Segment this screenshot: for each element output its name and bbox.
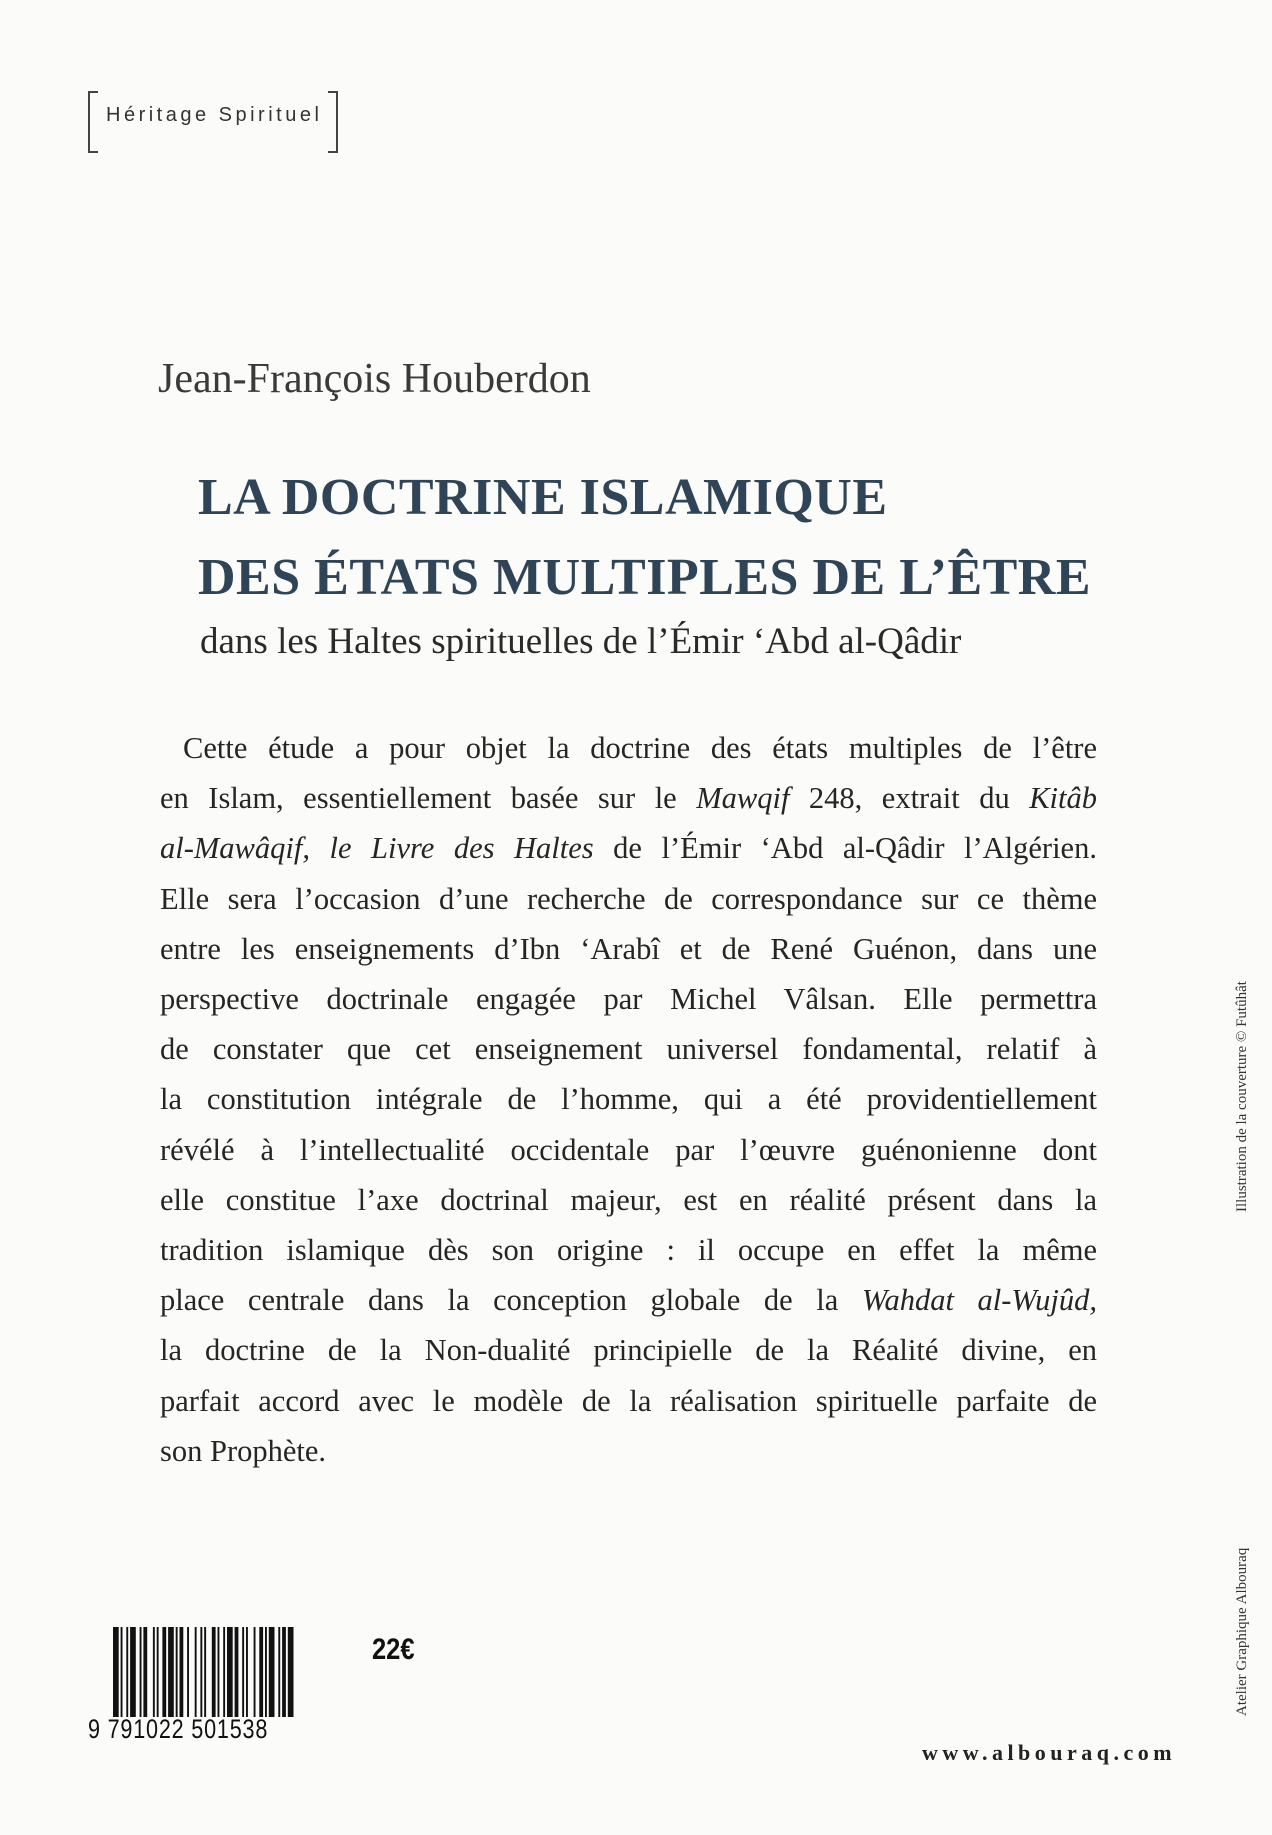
series-label-box bbox=[88, 92, 338, 152]
barcode-bar bbox=[254, 1627, 256, 1717]
text-segment: 248, extrait du bbox=[789, 781, 1030, 816]
blurb-line bbox=[160, 823, 1097, 873]
barcode-bar bbox=[259, 1627, 263, 1717]
italic-segment: al-Mawâqif, le Livre des Haltes bbox=[160, 831, 594, 866]
text-segment: révélé à l’intellectualité occidentale par l’œuvre guénonienne dont bbox=[160, 1132, 1097, 1167]
text-segment: Elle sera l’occasion d’une recherche de correspondance sur ce thème bbox=[160, 881, 1097, 916]
italic-segment: Wahdat al-Wujûd, bbox=[861, 1283, 1097, 1318]
blurb-line bbox=[160, 1125, 1097, 1175]
barcode-bar bbox=[242, 1627, 244, 1717]
barcode-bar bbox=[113, 1627, 119, 1717]
series-name: Héritage Spirituel bbox=[106, 103, 323, 126]
text-segment: tradition islamique dès son origine : il occupe en effet la même bbox=[160, 1233, 1097, 1268]
barcode-bar bbox=[140, 1627, 142, 1717]
barcode-bar bbox=[278, 1627, 280, 1717]
blurb-line bbox=[160, 773, 1097, 823]
text-segment: de l’Émir ‘Abd al-Qâdir l’Algérien. bbox=[593, 831, 1097, 866]
isbn-number: 9 791022 501538 bbox=[88, 1714, 269, 1744]
barcode-bar bbox=[265, 1627, 267, 1717]
blurb-line bbox=[160, 723, 1097, 773]
publisher-url: www.albouraq.com bbox=[922, 1740, 1177, 1765]
barcode bbox=[105, 1627, 345, 1717]
author-name: Jean-François Houberdon bbox=[158, 356, 591, 402]
barcode-bar bbox=[162, 1627, 166, 1717]
blurb-text bbox=[160, 723, 1097, 1476]
right-bracket bbox=[328, 91, 338, 153]
blurb-line bbox=[160, 1074, 1097, 1124]
barcode-bar bbox=[288, 1627, 294, 1717]
barcode-bar bbox=[157, 1627, 159, 1717]
book-title bbox=[198, 458, 1091, 618]
barcode-bar bbox=[143, 1627, 147, 1717]
barcode-bar bbox=[168, 1627, 174, 1717]
title-line-2: DES ÉTATS MULTIPLES DE L’ÊTRE bbox=[198, 549, 1092, 606]
blurb-line bbox=[160, 1426, 1097, 1476]
left-bracket bbox=[88, 91, 98, 153]
barcode-bar bbox=[235, 1627, 239, 1717]
barcode-bar bbox=[227, 1627, 233, 1717]
barcode-bar bbox=[195, 1627, 197, 1717]
barcode-bar bbox=[282, 1627, 286, 1717]
italic-segment: Kitâb bbox=[1029, 781, 1097, 816]
barcode-bar bbox=[212, 1627, 216, 1717]
text-segment: elle constitue l’axe doctrinal majeur, est en réalité présent dans la bbox=[160, 1182, 1097, 1217]
barcode-bar bbox=[180, 1627, 184, 1717]
barcode-bar bbox=[121, 1627, 123, 1717]
text-segment: Cette étude a pour objet la doctrine des états multiples de l’être bbox=[183, 731, 1097, 765]
design-credit: Atelier Graphique Albouraq bbox=[1234, 1547, 1250, 1716]
text-segment: en Islam, essentiellement basée sur le bbox=[160, 781, 697, 816]
blurb-line bbox=[160, 1024, 1097, 1074]
text-segment: la constitution intégrale de l’homme, qui a été providentiellement bbox=[160, 1082, 1097, 1117]
barcode-bar bbox=[176, 1627, 178, 1717]
barcode-bar bbox=[126, 1627, 128, 1717]
text-segment: parfait accord avec le modèle de la réalisation spirituelle parfaite de bbox=[160, 1383, 1097, 1418]
blurb-line bbox=[160, 1325, 1097, 1375]
text-segment: son Prophète. bbox=[160, 1433, 327, 1468]
text-segment: place centrale dans la conception globale de la bbox=[160, 1283, 862, 1318]
barcode-bar bbox=[269, 1627, 275, 1717]
title-line-1: LA DOCTRINE ISLAMIQUE bbox=[198, 469, 888, 526]
barcode-bar bbox=[218, 1627, 220, 1717]
barcode-bar bbox=[187, 1627, 189, 1717]
illustration-credit: Illustration de la couverture © Futûhât bbox=[1234, 981, 1250, 1212]
text-segment: perspective doctrinale engagée par Michel Vâlsan. Elle permettra bbox=[160, 982, 1097, 1017]
blurb-line bbox=[160, 924, 1097, 974]
blurb-line bbox=[160, 1275, 1097, 1325]
blurb-line bbox=[160, 1225, 1097, 1275]
price: 22€ bbox=[372, 1633, 415, 1666]
text-segment: de constater que cet enseignement universel fondamental, relatif à bbox=[160, 1032, 1097, 1067]
barcode-bar bbox=[204, 1627, 206, 1717]
book-subtitle: dans les Haltes spirituelles de l’Émir ‘Abd al-Qâdir bbox=[200, 621, 962, 662]
blurb-line bbox=[160, 1376, 1097, 1426]
text-segment: la doctrine de la Non-dualité principielle de la Réalité divine, en bbox=[160, 1333, 1097, 1368]
barcode-bar bbox=[153, 1627, 155, 1717]
barcode-bar bbox=[223, 1627, 225, 1717]
blurb-line bbox=[160, 874, 1097, 924]
blurb-line bbox=[160, 1175, 1097, 1225]
text-segment: entre les enseignements d’Ibn ‘Arabî et de René Guénon, dans une bbox=[160, 931, 1097, 966]
barcode-bar bbox=[130, 1627, 136, 1717]
barcode-bar bbox=[200, 1627, 202, 1717]
blurb-line bbox=[160, 974, 1097, 1024]
italic-segment: Mawqif bbox=[696, 781, 790, 816]
barcode-bar bbox=[246, 1627, 248, 1717]
